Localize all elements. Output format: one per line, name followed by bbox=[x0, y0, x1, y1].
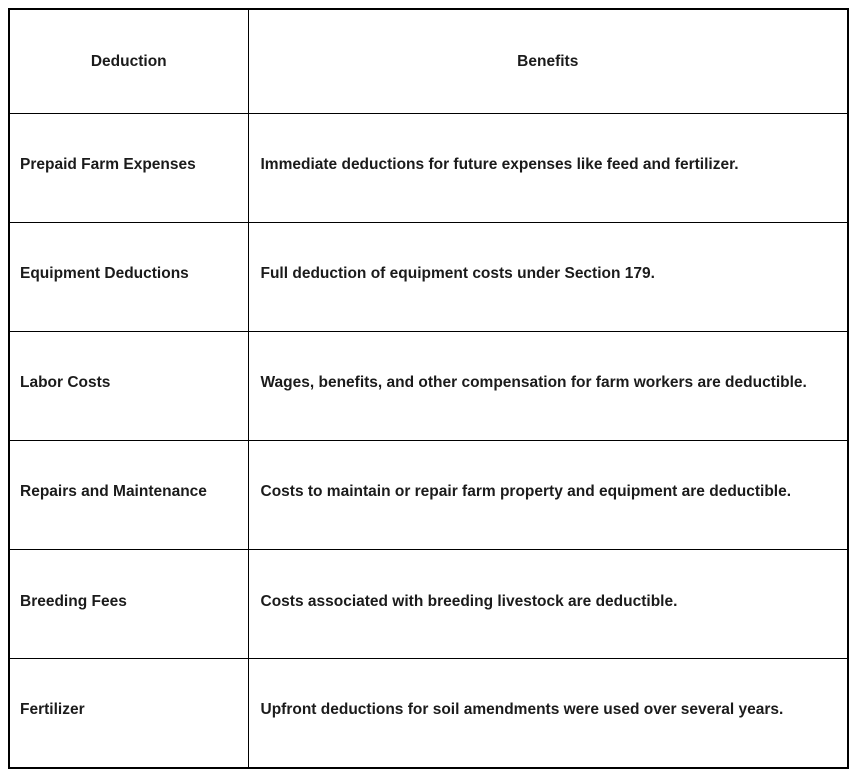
table-row bbox=[9, 659, 848, 768]
benefit-cell: Costs to maintain or repair farm property and equipment are deductible. bbox=[248, 440, 848, 549]
deduction-cell: Breeding Fees bbox=[9, 550, 248, 659]
benefit-cell: Upfront deductions for soil amendments were used over several years. bbox=[248, 659, 848, 768]
table-row bbox=[9, 331, 848, 440]
benefit-cell: Full deduction of equipment costs under Section 179. bbox=[248, 222, 848, 331]
table-row bbox=[9, 550, 848, 659]
header-row bbox=[9, 9, 848, 113]
deduction-cell: Equipment Deductions bbox=[9, 222, 248, 331]
deduction-cell: Labor Costs bbox=[9, 331, 248, 440]
farm-tax-deductions-table bbox=[8, 8, 849, 769]
column-header-benefits: Benefits bbox=[248, 9, 848, 113]
deduction-cell: Prepaid Farm Expenses bbox=[9, 113, 248, 222]
table-row bbox=[9, 113, 848, 222]
table-row bbox=[9, 222, 848, 331]
benefit-cell: Wages, benefits, and other compensation for farm workers are deductible. bbox=[248, 331, 848, 440]
benefit-cell: Immediate deductions for future expenses like feed and fertilizer. bbox=[248, 113, 848, 222]
deduction-cell: Fertilizer bbox=[9, 659, 248, 768]
table-row bbox=[9, 440, 848, 549]
deduction-cell: Repairs and Maintenance bbox=[9, 440, 248, 549]
benefit-cell: Costs associated with breeding livestock are deductible. bbox=[248, 550, 848, 659]
column-header-deduction: Deduction bbox=[9, 9, 248, 113]
